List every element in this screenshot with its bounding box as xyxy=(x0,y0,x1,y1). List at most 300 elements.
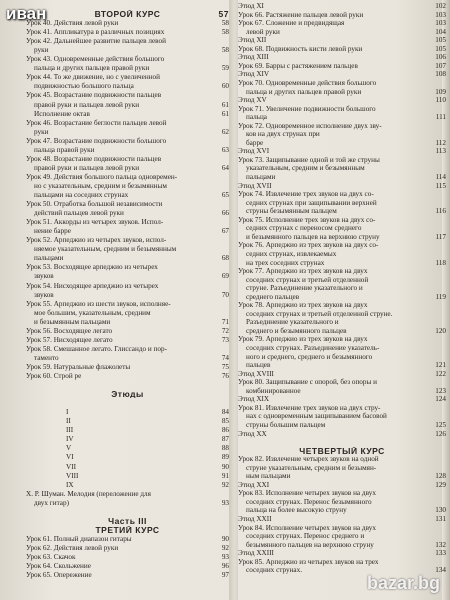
toc-entry xyxy=(238,156,446,164)
toc-entry xyxy=(26,417,229,425)
toc-entry xyxy=(238,464,446,472)
toc-entry-page: 115 xyxy=(435,181,446,190)
toc-entry-page: 118 xyxy=(435,258,446,267)
toc-entry-title: Урок 76. Арпеджио из трех звуков на двух со- xyxy=(238,241,379,250)
toc-entry-title: Урок 42. Дальнейшее развитие пальцев левой xyxy=(26,37,166,46)
toc-entry-page: 107 xyxy=(435,61,446,70)
toc-entry-page: 66 xyxy=(221,209,229,218)
section-heading xyxy=(26,390,229,398)
toc-entry xyxy=(26,327,229,335)
toc-entry-page: 73 xyxy=(221,335,229,344)
toc-entry-title: Этюд XXIII xyxy=(238,549,274,558)
toc-entry xyxy=(238,2,446,10)
toc-entry xyxy=(26,37,229,45)
toc-entry-title: соседних струнах. xyxy=(246,566,303,575)
section-heading xyxy=(26,10,229,18)
toc-entry-title: ным пальцами xyxy=(246,472,291,481)
toc-entry-title: Урок 49. Действия большого пальца одновремен- xyxy=(26,172,178,181)
toc-entry-title: соседних струнах. Разъединение указатель- xyxy=(246,344,380,352)
toc-entry-page: 62 xyxy=(221,127,229,136)
toc-entry-page: 124 xyxy=(435,395,446,404)
toc-entry xyxy=(238,105,446,113)
toc-entry xyxy=(238,79,446,87)
toc-entry xyxy=(238,558,446,566)
toc-entry-title: Урок 70. Одновременные действия большого xyxy=(238,78,377,87)
toc-entry-title: струне. Разъединение указательного и xyxy=(246,284,363,293)
toc-entry-page: 111 xyxy=(435,113,446,122)
toc-entry-page: 86 xyxy=(221,426,229,435)
toc-entry xyxy=(26,91,229,99)
toc-entry-title: седних струнах с переносом среднего xyxy=(246,224,362,233)
toc-entry-title: барре xyxy=(246,138,264,147)
toc-entry xyxy=(26,472,229,480)
toc-entry-page: 116 xyxy=(435,207,446,216)
toc-entry-page: 88 xyxy=(221,444,229,453)
toc-entry-page: 108 xyxy=(435,70,446,79)
toc-entry xyxy=(26,110,229,118)
section-heading xyxy=(26,517,229,525)
toc-entry xyxy=(238,267,446,275)
toc-entry-page: 58 xyxy=(221,19,229,28)
toc-entry xyxy=(238,36,446,44)
toc-entry-title: пальца и других пальцев правой руки xyxy=(34,64,150,73)
toc-entry xyxy=(26,490,229,498)
toc-entry xyxy=(26,209,229,217)
toc-entry-page: 58 xyxy=(221,28,229,37)
toc-entry xyxy=(26,146,229,154)
toc-entry-title: ВТОРОЙ КУРС xyxy=(94,10,161,18)
toc-entry-page: 105 xyxy=(435,36,446,45)
toc-entry-page: 106 xyxy=(435,53,446,62)
toc-entry xyxy=(26,46,229,54)
toc-entry-title: Урок 78. Арпеджио из трех звуков на двух xyxy=(238,301,368,310)
toc-entry-title: нение барре xyxy=(34,227,71,236)
toc-entry-title: I xyxy=(66,408,69,417)
toc-entry-page: 131 xyxy=(435,515,446,523)
toc-entry-title: Разъединение указательного и xyxy=(246,318,339,327)
toc-entry-page: 61 xyxy=(221,100,229,109)
toc-entry xyxy=(238,122,446,130)
toc-entry-page: 60 xyxy=(221,82,229,91)
toc-entry-page: 128 xyxy=(435,472,446,481)
toc-entry-title: Урок 69. Барры с растяжением пальцев xyxy=(238,61,358,70)
toc-entry-page: 92 xyxy=(221,543,229,552)
toc-entry xyxy=(238,395,446,403)
toc-entry-title: Урок 74. Извлечение трех звуков на двух со- xyxy=(238,190,374,199)
toc-entry xyxy=(238,412,446,420)
toc-entry xyxy=(238,318,446,326)
toc-entry xyxy=(238,241,446,249)
toc-entry-page: 129 xyxy=(435,480,446,489)
toc-entry-title: Урок 48. Возрастание подвижности пальцев xyxy=(26,154,162,163)
toc-entry-title: ного и среднего, среднего и безымянного xyxy=(246,352,373,361)
toc-entry-page: 64 xyxy=(221,163,229,172)
toc-entry-page: 57 xyxy=(218,10,229,18)
toc-entry xyxy=(26,535,229,543)
section-heading xyxy=(26,526,229,534)
toc-entry-page: 117 xyxy=(435,232,446,241)
toc-entry xyxy=(238,11,446,19)
toc-entry-page: 126 xyxy=(435,429,446,438)
toc-entry-title: Этюд XVI xyxy=(238,147,270,156)
toc-entry xyxy=(26,481,229,489)
toc-entry xyxy=(26,191,229,199)
toc-entry-title: Этюд XVII xyxy=(238,181,272,190)
toc-entry xyxy=(26,137,229,145)
toc-entry xyxy=(26,336,229,344)
toc-entry-title: Этюд XII xyxy=(238,36,267,45)
toc-entry-title: Урок 61. Полный диапазон гитары xyxy=(26,534,132,543)
toc-entry-title: таменто xyxy=(34,353,59,362)
toc-entry-title: Урок 46. Возрастание беглости пальцев левой xyxy=(26,118,167,127)
toc-entry xyxy=(26,363,229,371)
toc-entry-title: Урок 60. Строй ре xyxy=(26,372,82,380)
toc-entry xyxy=(26,499,229,507)
toc-entry xyxy=(26,82,229,90)
toc-entry-title: звуков xyxy=(34,272,54,281)
toc-entry-page: 84 xyxy=(221,408,229,417)
toc-entry-title: X. Р. Шуман. Мелодия (переложение для xyxy=(26,489,151,498)
toc-entry-page: 58 xyxy=(221,46,229,55)
toc-entry xyxy=(238,506,446,514)
toc-entry-title: Урок 79. Арпеджио из трех звуков на двух xyxy=(238,335,368,344)
toc-entry-title: струне указательным, средним и безымян- xyxy=(246,463,377,472)
toc-entry-title: VIII xyxy=(66,471,79,480)
toc-entry-title: пальцами xyxy=(246,173,276,181)
toc-entry xyxy=(26,345,229,353)
toc-entry xyxy=(238,387,446,395)
toc-entry xyxy=(238,19,446,27)
toc-entry xyxy=(238,96,446,104)
toc-entry xyxy=(26,182,229,190)
toc-entry xyxy=(26,381,229,389)
toc-entry-page: 96 xyxy=(221,562,229,571)
toc-entry xyxy=(238,224,446,232)
toc-entry-title: Урок 52. Арпеджио из четырех звуков, испол- xyxy=(26,236,167,245)
toc-entry-title: Урок 47. Возрастание подвижности большого xyxy=(26,136,167,145)
toc-entry-page: 122 xyxy=(435,369,446,378)
toc-entry-title: Урок 82. Извлечение четырех звуков на одной xyxy=(238,455,379,464)
toc-entry-title: Этюд XI xyxy=(238,2,264,10)
toc-entry-title: V xyxy=(66,444,72,453)
toc-entry-page: 103 xyxy=(435,10,446,19)
toc-entry xyxy=(26,426,229,434)
toc-entry xyxy=(238,88,446,96)
toc-entry-page: 87 xyxy=(221,435,229,444)
toc-entry xyxy=(26,544,229,552)
toc-entry-page: 134 xyxy=(435,566,446,575)
toc-entry-page: 92 xyxy=(221,480,229,489)
toc-entry xyxy=(26,435,229,443)
toc-entry-title: Исполнение октав xyxy=(34,109,90,118)
toc-entry-title: действий пальцев левой руки xyxy=(34,209,124,218)
toc-entry-title: Этюд XIV xyxy=(238,70,270,79)
toc-entry-title: Урок 58. Смешанное легато. Глиссандо и пор- xyxy=(26,344,167,353)
toc-entry-title: Урок 44. То же движение, но с увеличенной xyxy=(26,73,160,82)
toc-entry-title: соседних струнах. Перенос среднего и xyxy=(246,532,365,541)
toc-entry-title: Урок 53. Восходящее арпеджио из четырех xyxy=(26,263,158,272)
toc-entry-title: пальца на более высокую струну xyxy=(246,506,347,515)
toc-entry-title: Этюд XX xyxy=(238,429,267,438)
toc-entry-title: правой руки и пальцев левой руки xyxy=(34,163,140,172)
toc-entry xyxy=(238,524,446,532)
toc-entry-page: 104 xyxy=(435,27,446,36)
page-fold xyxy=(229,0,238,600)
toc-entry-title: IV xyxy=(66,435,74,444)
toc-entry-title: Урок 81. Извлечение трех звуков на двух стру- xyxy=(238,403,381,412)
toc-entry xyxy=(26,119,229,127)
toc-entry xyxy=(238,216,446,224)
toc-entry-title: соседних струнах и третьей отделенной струне. xyxy=(246,309,393,318)
toc-entry xyxy=(238,430,446,438)
toc-entry xyxy=(26,73,229,81)
toc-entry xyxy=(26,571,229,579)
toc-entry-title: пальцев xyxy=(246,361,271,370)
toc-entry xyxy=(238,310,446,318)
toc-entry-title: Урок 45. Возрастание подвижности пальцев xyxy=(26,91,162,100)
toc-entry-page: 85 xyxy=(221,417,229,426)
toc-entry xyxy=(238,28,446,36)
toc-entry-title: Урок 85. Арпеджио из четырех звуков на трех xyxy=(238,557,379,566)
toc-entry-page: 90 xyxy=(221,534,229,543)
toc-entry xyxy=(238,70,446,78)
toc-entry-title: Урок 55. Арпеджио из шести звуков, исполняе- xyxy=(26,299,171,308)
toc-entry xyxy=(26,155,229,163)
toc-entry xyxy=(26,444,229,452)
toc-entry-title: но с указательным, средним и безымянным xyxy=(34,181,167,190)
toc-entry-page: 103 xyxy=(435,19,446,28)
toc-entry-page: 74 xyxy=(221,353,229,362)
toc-entry xyxy=(26,453,229,461)
toc-entry-page: 120 xyxy=(435,326,446,335)
toc-entry-page: 93 xyxy=(221,553,229,561)
toc-entry xyxy=(238,250,446,258)
toc-entry-title: Урок 66. Растяжение пальцев левой руки xyxy=(238,10,364,19)
toc-entry-title: нах с одновременным защипыванием басовой xyxy=(246,412,387,421)
toc-entry xyxy=(26,318,229,326)
toc-entry xyxy=(238,199,446,207)
toc-entry-page: 75 xyxy=(221,362,229,371)
toc-entry xyxy=(26,254,229,262)
toc-entry-title: среднего и безымянного пальцев xyxy=(246,326,347,335)
toc-entry xyxy=(238,207,446,215)
toc-entry xyxy=(26,28,229,36)
toc-entry xyxy=(238,327,446,335)
toc-entry xyxy=(238,293,446,301)
toc-entry-title: Урок 40. Действия левой руки xyxy=(26,19,119,28)
toc-entry-title: седних струнах, извлекаемых xyxy=(246,249,337,258)
toc-entry-title: Этюд XV xyxy=(238,96,267,105)
toc-entry-page: 90 xyxy=(221,462,229,471)
toc-entry-title: на трех соседних струнах xyxy=(246,258,325,267)
toc-entry-title: Урок 84. Исполнение четырех звуков на двух xyxy=(238,523,376,532)
toc-entry-title: Урок 65. Опережение xyxy=(26,571,92,580)
toc-entry xyxy=(238,481,446,489)
toc-entry xyxy=(26,19,229,27)
toc-entry-title: седних струнах при защипывании верхней xyxy=(246,198,377,207)
toc-entry-title: Часть III xyxy=(108,516,147,525)
toc-entry-title: Урок 41. Аппликатура в различных позициях xyxy=(26,28,165,37)
toc-entry-page: 130 xyxy=(435,506,446,515)
watermark: иван xyxy=(6,4,47,23)
toc-entry-page: 132 xyxy=(435,540,446,549)
toc-entry-page: 102 xyxy=(435,2,446,10)
toc-entry-title: левой руки xyxy=(246,27,280,36)
toc-entry xyxy=(26,372,229,380)
toc-entry-page: 91 xyxy=(221,471,229,480)
toc-entry xyxy=(238,284,446,292)
toc-entry xyxy=(238,370,446,378)
toc-entry-title: струны безымянным пальцем xyxy=(246,207,337,216)
toc-entry-page: 89 xyxy=(221,453,229,462)
toc-entry-title: правой руки и пальцев левой руки xyxy=(34,100,140,109)
toc-entry-title: Урок 56. Восходящее легато xyxy=(26,326,113,335)
toc-entry xyxy=(238,53,446,61)
toc-entry xyxy=(238,139,446,147)
toc-entry xyxy=(26,354,229,362)
toc-entry-title: струны большим пальцем xyxy=(246,420,326,429)
toc-entry-title: Урок 62. Действия левой руки xyxy=(26,543,119,552)
toc-entry xyxy=(26,218,229,226)
toc-entry xyxy=(238,498,446,506)
toc-entry-title: двух гитар) xyxy=(34,498,69,507)
toc-entry-title: руки xyxy=(34,127,49,136)
toc-entry-title: Этюд XIX xyxy=(238,395,270,404)
toc-entry-page: 113 xyxy=(435,147,446,156)
toc-entry-title: ТРЕТИЙ КУРС xyxy=(95,525,160,534)
toc-entry-title: ков на двух струнах при xyxy=(246,130,320,139)
toc-entry xyxy=(238,233,446,241)
toc-entry xyxy=(238,190,446,198)
toc-entry-page: 72 xyxy=(221,326,229,335)
toc-entry xyxy=(26,128,229,136)
toc-entry-title: няемое указательным, средним и безымянным xyxy=(34,245,177,254)
toc-entry-title: ЧЕТВЕРТЫЙ КУРС xyxy=(299,446,385,455)
toc-entry-title: Этюд XXI xyxy=(238,480,270,489)
toc-entry xyxy=(238,438,446,446)
toc-entry-title: пальцами xyxy=(34,254,64,263)
toc-entry xyxy=(238,164,446,172)
toc-entry xyxy=(26,309,229,317)
toc-entry-page: 105 xyxy=(435,44,446,53)
toc-entry-page: 112 xyxy=(435,138,446,147)
toc-entry xyxy=(26,282,229,290)
toc-entry xyxy=(238,353,446,361)
toc-entry-title: указательным, средним и безымянным xyxy=(246,164,365,173)
toc-entry-page: 63 xyxy=(221,145,229,154)
toc-entry-page: 59 xyxy=(221,64,229,73)
toc-entry-title: и безымянного пальцев на верхнюю струну xyxy=(246,232,380,241)
toc-entry xyxy=(26,562,229,570)
toc-entry-title: Урок 80. Защипывание с опорой, без опоры и xyxy=(238,378,377,387)
toc-entry xyxy=(26,64,229,72)
toc-entry xyxy=(26,227,229,235)
toc-entry xyxy=(26,291,229,299)
toc-entry-title: III xyxy=(66,426,74,435)
toc-entry xyxy=(238,173,446,181)
toc-entry-title: комбинированное xyxy=(246,386,301,395)
toc-entry-title: соседних струнах. Перенос безымянного xyxy=(246,497,372,506)
toc-entry xyxy=(238,147,446,155)
toc-entry-page: 97 xyxy=(221,571,229,580)
toc-entry-title: Этюд XVIII xyxy=(238,369,274,378)
toc-entry-page: 133 xyxy=(435,549,446,558)
toc-entry-page: 61 xyxy=(221,109,229,118)
toc-entry xyxy=(26,408,229,416)
toc-entry xyxy=(26,200,229,208)
toc-entry-page: 68 xyxy=(221,254,229,263)
toc-entry-title: соседних струнах и третьей отделенной xyxy=(246,275,369,284)
toc-entry xyxy=(26,164,229,172)
toc-entry xyxy=(26,173,229,181)
toc-entry-title: пальца и других пальцев правой руки xyxy=(246,87,362,96)
toc-entry-title: пальца xyxy=(246,113,268,122)
toc-entry-title: пальцами на соседних струнах xyxy=(34,191,129,199)
toc-entry-page: 65 xyxy=(221,191,229,199)
toc-entry xyxy=(238,549,446,557)
toc-entry-title: Этюды xyxy=(111,390,144,399)
toc-entry xyxy=(26,263,229,271)
toc-entry xyxy=(238,472,446,480)
toc-entry-page: 110 xyxy=(435,96,446,105)
section-heading xyxy=(238,447,446,455)
toc-entry-title: II xyxy=(66,417,71,426)
toc-entry-page: 71 xyxy=(221,317,229,326)
toc-entry-page: 109 xyxy=(435,87,446,96)
toc-entry xyxy=(238,541,446,549)
toc-entry-title: Урок 54. Нисходящее арпеджио из четырех xyxy=(26,281,159,290)
toc-entry xyxy=(26,101,229,109)
toc-entry-page: 67 xyxy=(221,227,229,236)
toc-entry-title: Урок 64. Скольжение xyxy=(26,562,91,571)
toc-entry-title: VII xyxy=(66,462,76,471)
toc-entry-title: Урок 63. Скачок xyxy=(26,553,76,561)
toc-entry-title: подвижностью большого пальца xyxy=(34,82,134,91)
toc-entry xyxy=(238,259,446,267)
toc-entry-title: и безымянным пальцами xyxy=(34,317,111,326)
toc-entry-title: Этюд XIII xyxy=(238,53,269,62)
toc-entry xyxy=(26,399,229,407)
toc-entry-title: Урок 50. Отработка большой независимости xyxy=(26,200,163,209)
toc-entry-title: Урок 59. Натуральные флажолеты xyxy=(26,362,131,371)
toc-entry xyxy=(238,455,446,463)
toc-entry-title: Урок 75. Исполнение трех звуков на двух со- xyxy=(238,215,376,224)
toc-entry xyxy=(26,508,229,516)
toc-entry-page: 121 xyxy=(435,361,446,370)
toc-entry-title: руки xyxy=(34,46,49,55)
toc-entry-page: 93 xyxy=(221,498,229,507)
toc-entry-title: Урок 68. Подвижность кисти левой руки xyxy=(238,44,363,53)
toc-entry-title: Этюд XXII xyxy=(238,515,272,523)
toc-entry-page: 70 xyxy=(221,290,229,299)
toc-entry-page: 119 xyxy=(435,292,446,301)
site-watermark: bazar.bg xyxy=(366,573,440,593)
toc-entry-title: Урок 77. Арпеджио из трех звуков на двух xyxy=(238,267,368,276)
toc-entry xyxy=(238,276,446,284)
toc-entry xyxy=(26,553,229,561)
toc-entry xyxy=(238,421,446,429)
toc-entry-page: 69 xyxy=(221,272,229,281)
toc-entry xyxy=(26,300,229,308)
toc-entry xyxy=(238,532,446,540)
toc-entry xyxy=(238,378,446,386)
toc-entry-title: VI xyxy=(66,453,74,462)
toc-entry-title: среднего пальцев xyxy=(246,292,300,301)
toc-entry xyxy=(238,515,446,523)
toc-entry xyxy=(238,45,446,53)
toc-entry-page: 125 xyxy=(435,420,446,429)
toc-entry xyxy=(238,361,446,369)
